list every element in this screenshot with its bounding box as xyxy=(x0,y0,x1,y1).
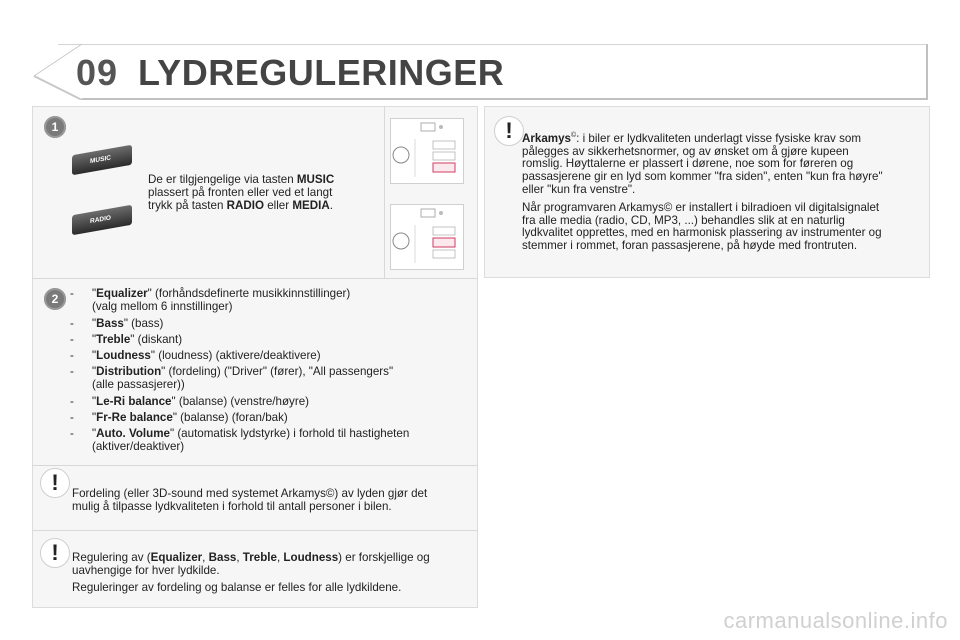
step-badge-2: 2 xyxy=(44,288,66,310)
panel-separator xyxy=(32,530,478,531)
radio-panel-image-top xyxy=(390,118,464,184)
list-item-text: "Distribution" (fordeling) ("Driver" (fører), "All passengers" (alle passasjerer)) xyxy=(92,365,394,391)
header-right-rule xyxy=(926,44,928,100)
warning-icon: ! xyxy=(40,538,70,568)
list-dash: - xyxy=(70,317,74,330)
list-dash: - xyxy=(70,365,74,378)
list-dash: - xyxy=(70,287,74,300)
list-dash: - xyxy=(70,349,74,362)
list-dash: - xyxy=(70,333,74,346)
list-dash: - xyxy=(70,411,74,424)
step1-description: De er tilgjengelige via tasten MUSIC plassert på fronten eller ved et langt trykk på tasten RADIO eller MEDIA. xyxy=(148,173,335,212)
header-bottom-rule xyxy=(82,98,928,100)
note-regulation: Regulering av (Equalizer, Bass, Treble, Loudness) er forskjellige og uavhengige for hver lydkilde. Reguleringer av fordeling og balanse er felles for alle lydkildene. xyxy=(72,551,430,594)
list-item-text: "Equalizer" (forhåndsdefinerte musikkinnstillinger) (valg mellom 6 innstillinger) xyxy=(92,287,351,313)
list-item-text: "Fr-Re balance" (balanse) (foran/bak) xyxy=(92,411,288,424)
warning-icon: ! xyxy=(40,468,70,498)
list-item-text: "Loudness" (loudness) (aktivere/deaktivere) xyxy=(92,349,321,362)
radio-panel-image-bottom xyxy=(390,204,464,270)
list-item-text: "Le-Ri balance" (balanse) (venstre/høyre) xyxy=(92,395,310,408)
list-item-text: "Treble" (diskant) xyxy=(92,333,183,346)
list-dash: - xyxy=(70,395,74,408)
header-top-rule xyxy=(58,44,928,45)
radio-button-image: RADIO xyxy=(72,205,132,236)
watermark: carmanualsonline.info xyxy=(723,608,948,633)
chapter-number: 09 xyxy=(76,52,119,93)
list-dash: - xyxy=(70,427,74,440)
warning-icon: ! xyxy=(494,116,524,146)
note-distribution: Fordeling (eller 3D-sound med systemet Arkamys©) av lyden gjør det mulig å tilpasse lydkvaliteten i forhold til antall personer i bilen. xyxy=(72,487,428,513)
page-title: LYDREGULERINGER xyxy=(138,52,505,93)
list-item-text: "Auto. Volume" (automatisk lydstyrke) i forhold til hastigheten (aktiver/deaktiver) xyxy=(92,427,410,453)
panel-separator xyxy=(32,465,478,466)
music-button-image: MUSIC xyxy=(72,145,132,176)
arkamys-text: Arkamys©: i biler er lydkvaliteten underlagt visse fysiske krav som pålegges av sikkerhetsnormer, og av ønsket om å gjøre kupeen romslig. Høyttalerne er plassert i dørene, noe som for føreren og passasjerene gir en lyd som kommer "fra siden", enten "kun fra høyre" eller "kun fra venstre". Når programvaren Arkamys© er installert i bilradioen vil digitalsignalet fra alle media (radio, CD, MP3, ...) behandles slik at en naturlig lydkvalitet opprettes, med en harmonisk plassering av instrumenter og stemmer i rommet, foran passasjerene, på høyde med frontruten. xyxy=(522,131,883,253)
panel-separator xyxy=(32,278,478,279)
step-badge-1: 1 xyxy=(44,116,66,138)
device-column-divider xyxy=(384,107,385,278)
list-item-text: "Bass" (bass) xyxy=(92,317,164,330)
